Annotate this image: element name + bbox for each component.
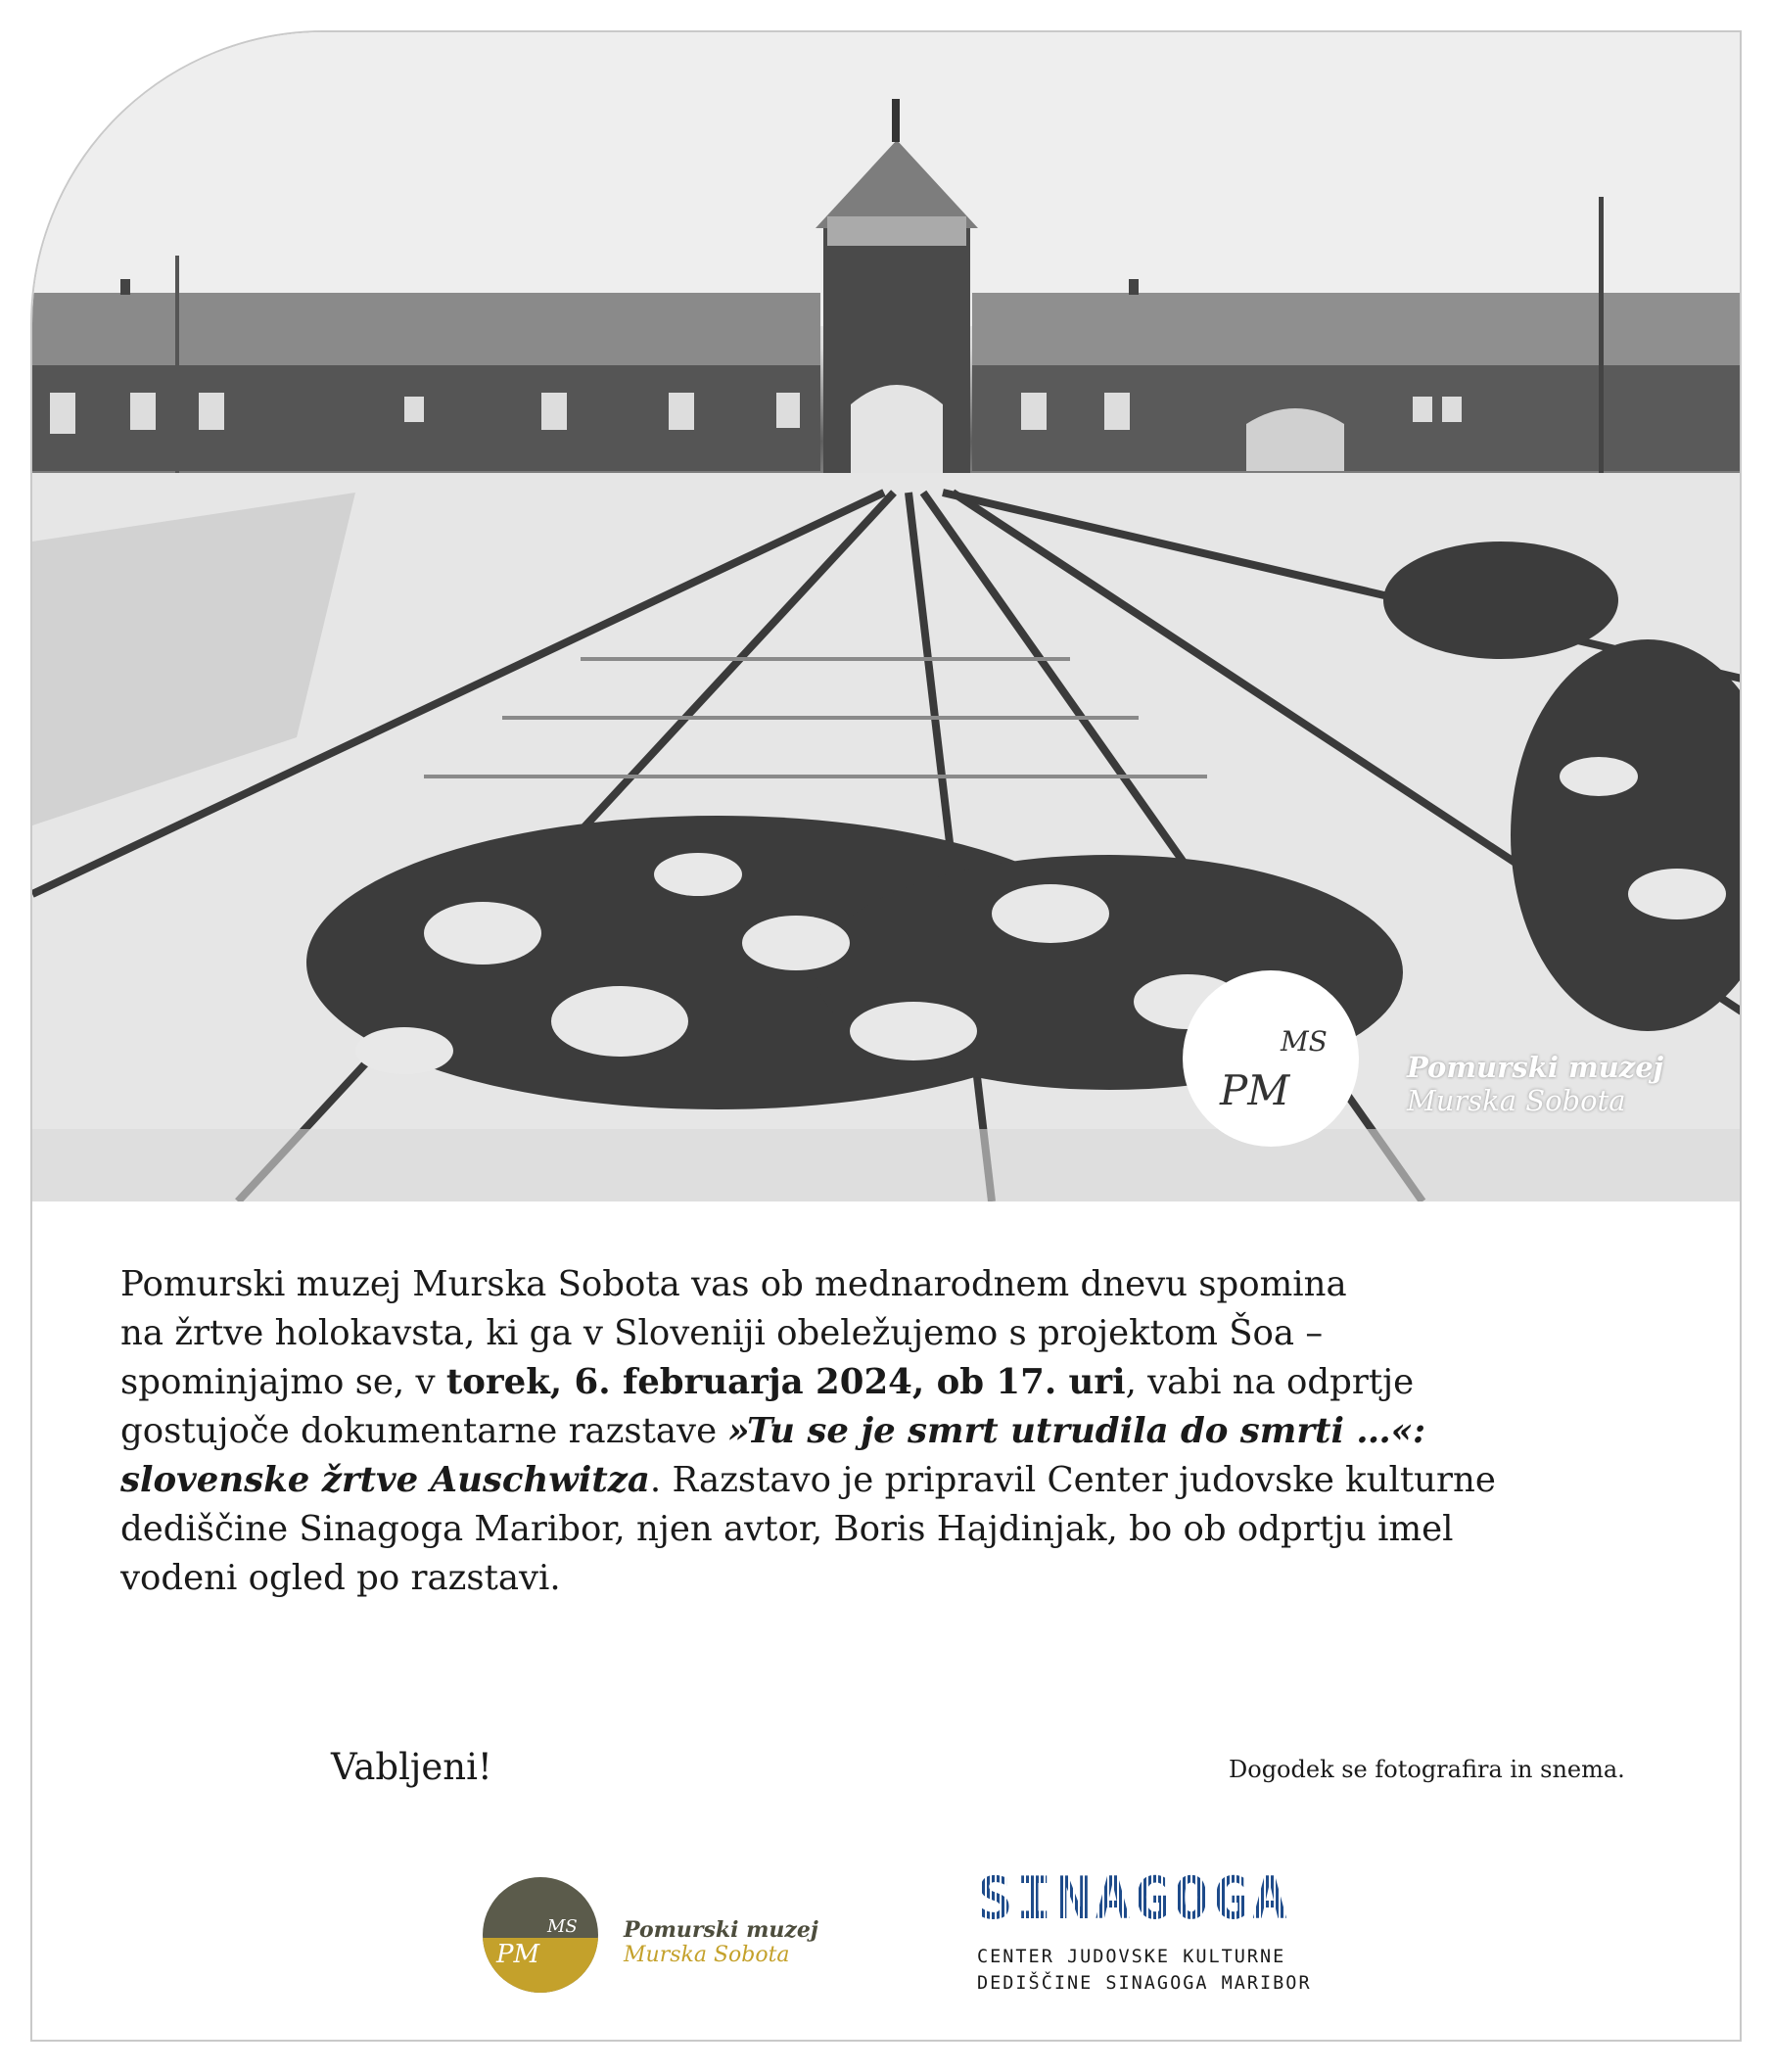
invitation-line-1: Pomurski muzej Murska Sobota vas ob mednarodnem dnevu spomina bbox=[120, 1264, 1347, 1304]
welcome-text: Vabljeni! bbox=[331, 1746, 492, 1788]
line5-post: . Razstavo je pripravil Center judovske kulturne bbox=[649, 1460, 1496, 1500]
invitation-line-3 bbox=[120, 1358, 1648, 1407]
footer-logo-pm: PM bbox=[496, 1940, 540, 1969]
sinagoga-wordmark: SINAGOGA bbox=[977, 1869, 1312, 1928]
exhibition-title-part1: »Tu se je smrt utrudila do smrti …«: bbox=[727, 1411, 1426, 1451]
recording-note: Dogodek se fotografira in snema. bbox=[1229, 1756, 1625, 1783]
logo-pm-text: PM bbox=[1220, 1066, 1290, 1114]
invitation-line-5 bbox=[120, 1456, 1648, 1505]
footer-logo-ms: MS bbox=[547, 1916, 578, 1937]
photo-drawing bbox=[32, 32, 1742, 1201]
exhibition-title-part2: slovenske žrtve Auschwitza bbox=[120, 1460, 650, 1500]
line4-pre: gostujoče dokumentarne razstave bbox=[120, 1411, 728, 1451]
pm-name-line1: Pomurski muzej bbox=[624, 1917, 818, 1943]
invitation-line-2: na žrtve holokavsta, ki ga v Sloveniji obeležujemo s projektom Šoa – bbox=[120, 1313, 1324, 1353]
pm-name-line2: Murska Sobota bbox=[624, 1943, 790, 1967]
invitation-line-4 bbox=[120, 1407, 1648, 1456]
poster-card bbox=[30, 30, 1742, 2042]
event-date: torek, 6. februarja 2024, ob 17. uri bbox=[445, 1362, 1126, 1402]
invitation-line-6: dediščine Sinagoga Maribor, njen avtor, Boris Hajdinjak, bo ob odprtju imel bbox=[120, 1509, 1454, 1549]
sinagoga-subtitle-2: DEDIŠČINE SINAGOGA MARIBOR bbox=[977, 1973, 1312, 1994]
invitation-line-7: vodeni ogled po razstavi. bbox=[120, 1558, 561, 1598]
pomurski-muzej-name bbox=[624, 1917, 818, 1968]
pmms-logo-overlay bbox=[1183, 970, 1359, 1147]
line3-pre: spominjajmo se, v bbox=[120, 1362, 446, 1402]
invitation-text bbox=[120, 1260, 1648, 1603]
museum-name-overlay bbox=[1407, 1051, 1663, 1117]
pomurski-muzej-logo bbox=[483, 1877, 598, 1993]
museum-name-line2: Murska Sobota bbox=[1407, 1084, 1626, 1117]
sinagoga-subtitle-1: CENTER JUDOVSKE KULTURNE bbox=[977, 1947, 1286, 1967]
logo-ms-text: MS bbox=[1281, 1025, 1328, 1058]
auschwitz-birkenau-photo bbox=[32, 32, 1742, 1201]
museum-name-line1: Pomurski muzej bbox=[1407, 1051, 1664, 1084]
line3-post: , vabi na odprtje bbox=[1125, 1362, 1415, 1402]
sinagoga-logo bbox=[977, 1864, 1312, 1997]
